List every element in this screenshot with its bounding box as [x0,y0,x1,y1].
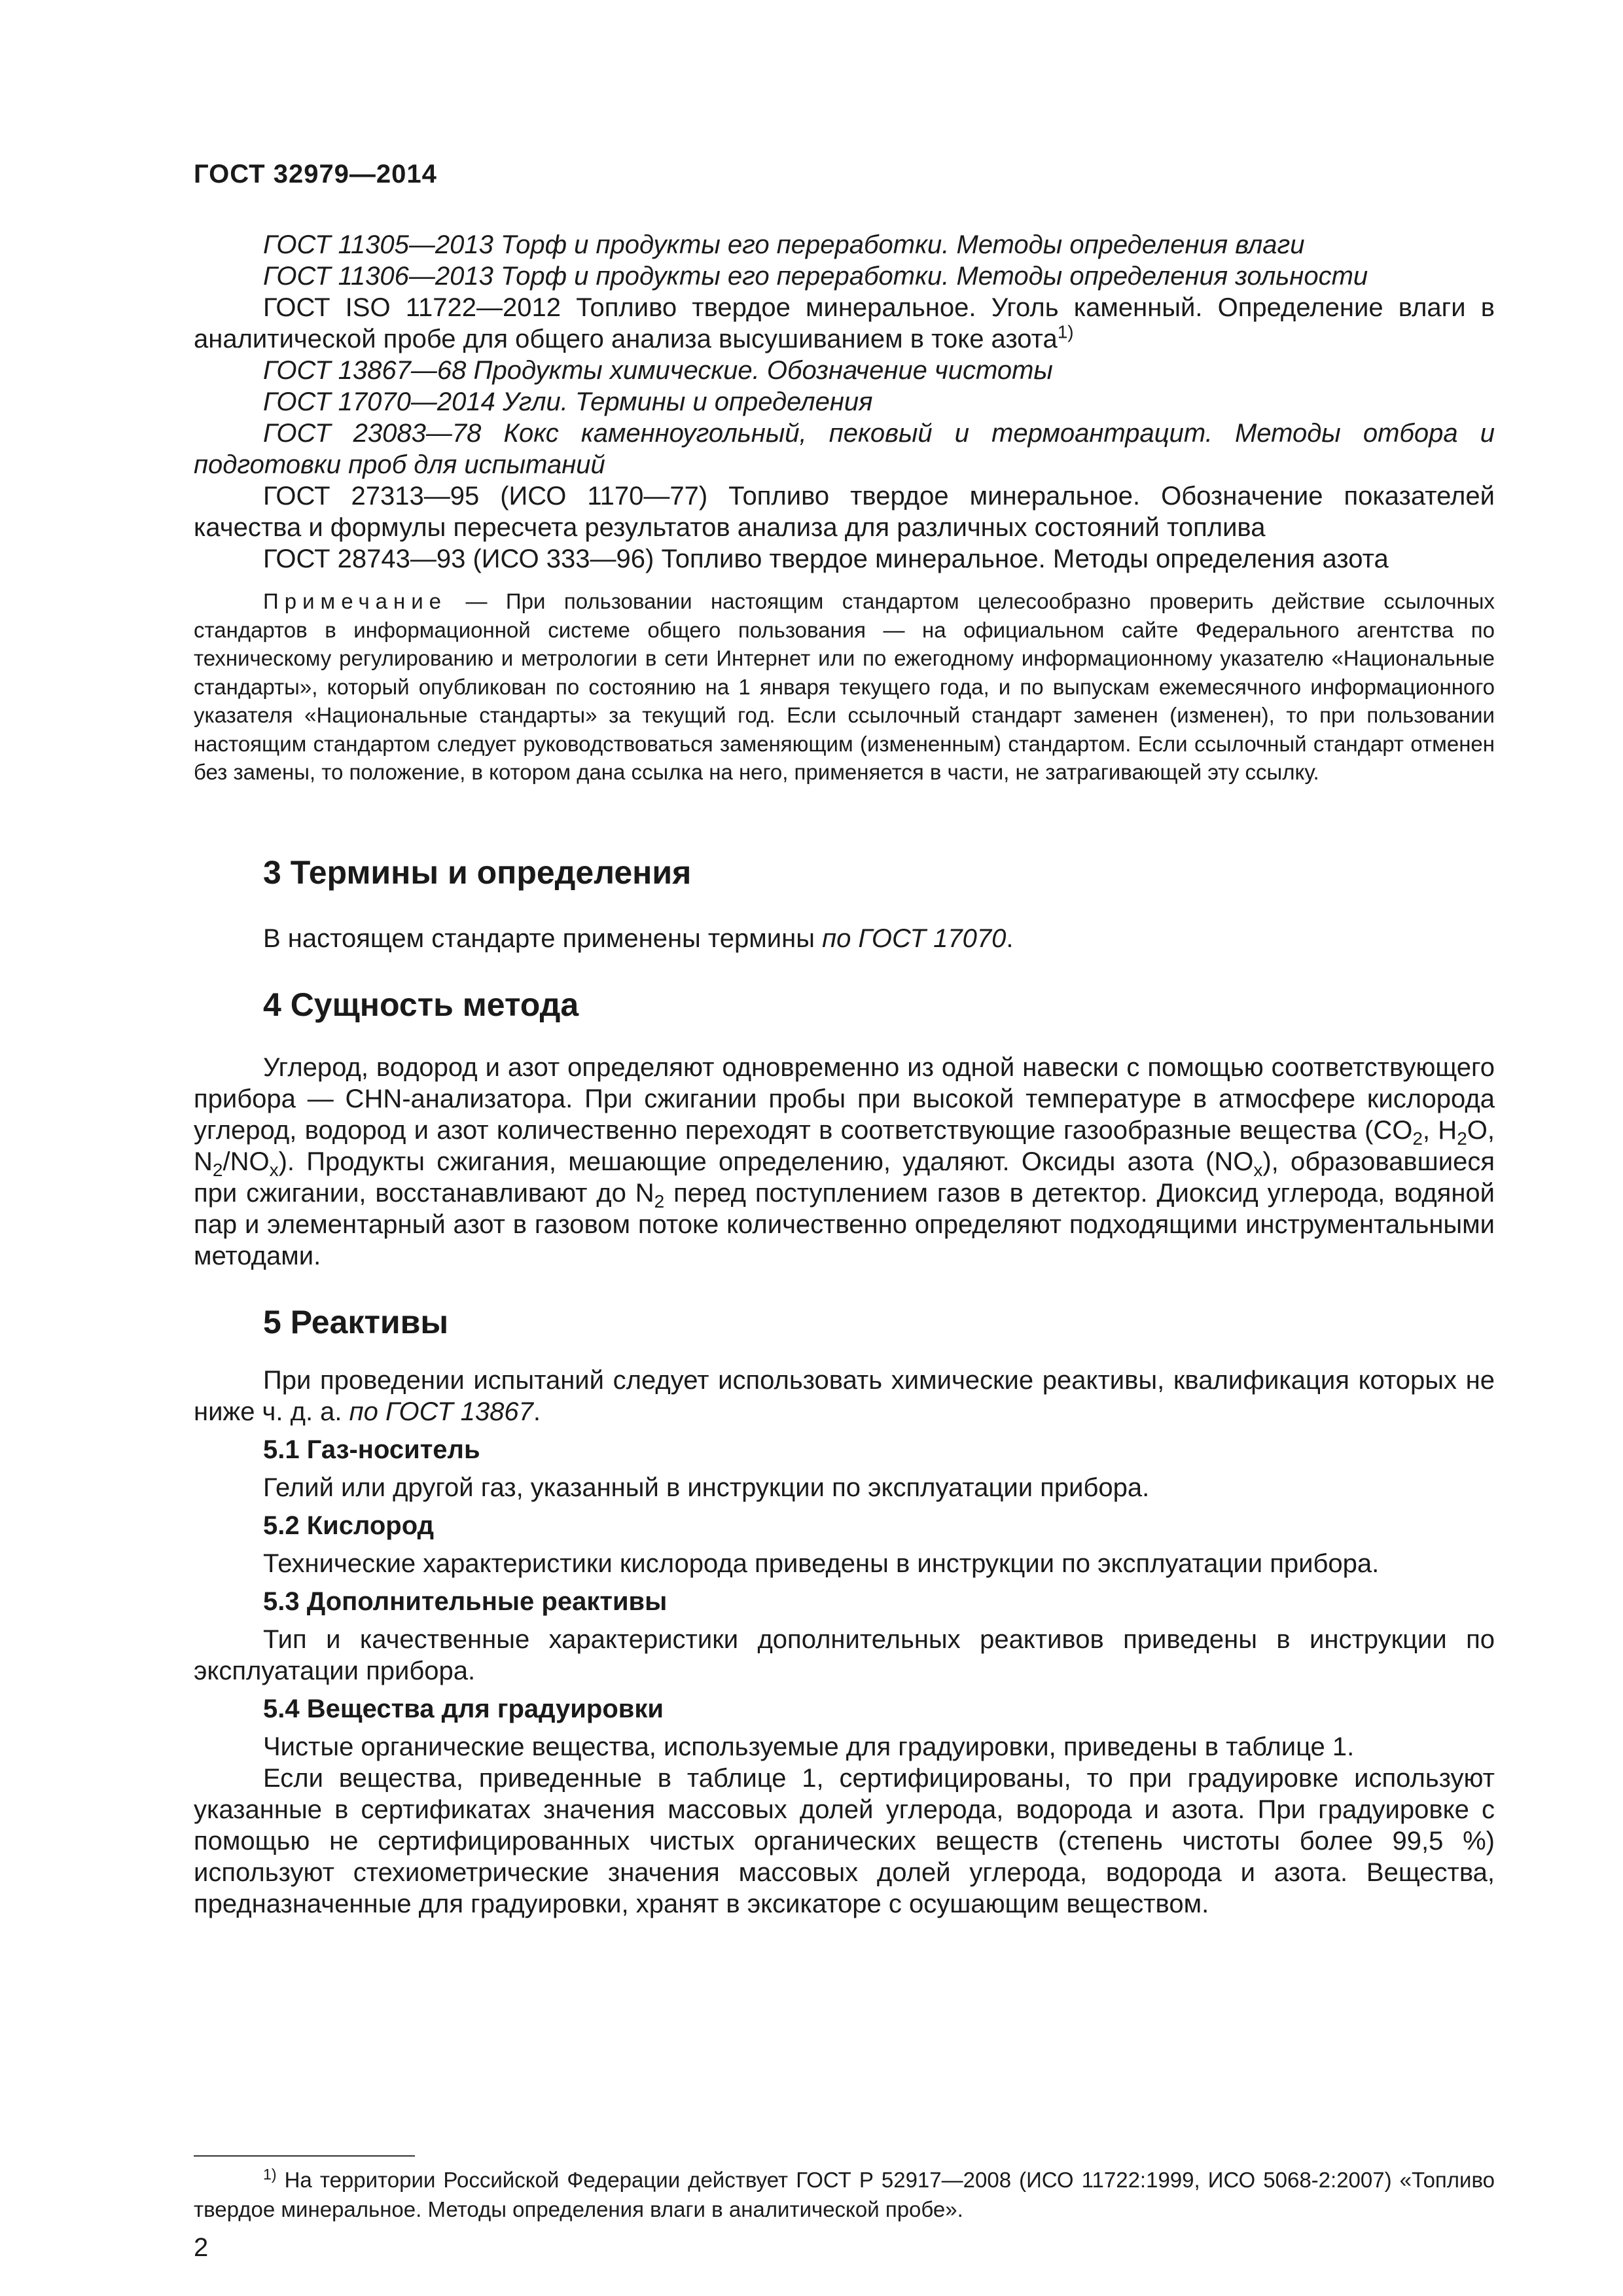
footnote [194,2165,1495,2224]
subsection-5-4-title: 5.4 Вещества для градуировки [263,1695,664,1723]
section-4-text: Углерод, водород и азот определяют одновременно из одной навески с помощью соответствующего прибора — CHN-анализатора. При сжигании пробы при высокой температуре в атмосфере кислорода углерод, водород и азот количественно переходят в соответствующие газообразные вещества ($CO_2$, $H_2O$, $N_2/NO_x$). Продукты сжигания, мешающие определению, удаляют. Оксиды азота $(NO_x)$, образовавшиеся при сжигании, восстанавливают до $N_2$ перед поступлением газов в детектор. Диоксид углерода, водяной пар и элементарный азот в газовом потоке количественно определяют подходящими инструментальными методами. [194,1053,1495,1270]
section-5-intro: При проведении испытаний следует использовать химические реактивы, квалификация которых не ниже ч. д. а. по ГОСТ 13867. [194,1366,1495,1426]
subsection-5-4-text-2: Если вещества, приведенные в таблице 1, сертифицированы, то при градуировке используют указанные в сертификатах значения массовых долей углерода, водорода и азота. При градуировке с помощью не сертифицированных чистых органических веществ (степень чистоты более 99,5 %) используют стехиометрические значения массовых долей углерода, водорода и азота. Вещества, предназначенные для градуировки, хранят в эксикаторе с осушающим веществом. [194,1764,1495,1918]
note-label: Примечание [263,589,448,613]
reference-item: ГОСТ 11305—2013 Торф и продукты его переработки. Методы определения влаги [263,230,1305,259]
note-text: — При пользовании настоящим стандартом целесообразно проверить действие ссылочных стандартов в информационной системе общего пользования — на официальном сайте Федерального агентства по техническому регулированию и метрологии в сети Интернет или по ежегодному информационному указателю «Национальные стандарты», который опубликован по состоянию на 1 января текущего года, и по выпускам ежемесячного информационного указателя «Национальные стандарты» за текущий год. Если ссылочный стандарт заменен (изменен), то при пользовании настоящим стандартом следует руководствоваться заменяющим (измененным) стандартом. Если ссылочный стандарт отменен без замены, то положение, в котором дана ссылка на него, применяется в части, не затрагивающей эту ссылку. [194,589,1495,784]
reference-item: ГОСТ 23083—78 Кокс каменноугольный, пековый и термоантрацит. Методы отбора и подготовки проб для испытаний [194,419,1495,479]
section-4-heading: 4 Сущность метода [263,986,579,1023]
subsection-5-3-title: 5.3 Дополнительные реактивы [263,1587,668,1616]
references-list [194,229,1495,575]
page-number: 2 [194,2233,209,2262]
footnote-text: На территории Российской Федерации действует ГОСТ Р 52917—2008 (ИСО 11722:1999, ИСО 5068-2:2007) «Топливо твердое минеральное. Методы определения влаги в аналитической пробе». [194,2168,1495,2221]
note-block [194,587,1495,787]
reference-item: ГОСТ 17070—2014 Угли. Термины и определения [263,387,873,416]
reference-item: ГОСТ ISO 11722—2012 Топливо твердое минеральное. Уголь каменный. Определение влаги в аналитической пробе для общего анализа высушиванием в токе азота$^{1)}$ [194,293,1495,353]
standard-header: ГОСТ 32979—2014 [194,160,437,188]
section-5-heading: 5 Реактивы [263,1304,449,1340]
reference-item: ГОСТ 28743—93 (ИСО 333—96) Топливо твердое минеральное. Методы определения азота [263,545,1389,573]
subsection-5-2-text: Технические характеристики кислорода приведены в инструкции по эксплуатации прибора. [263,1549,1380,1578]
subsection-5-4-text-1: Чистые органические вещества, используемые для градуировки, приведены в таблице 1. [263,1732,1355,1761]
reference-item: ГОСТ 27313—95 (ИСО 1170—77) Топливо твердое минеральное. Обозначение показателей качества и формулы пересчета результатов анализа для различных состояний топлива [194,482,1495,542]
subsection-5-3-text: Тип и качественные характеристики дополнительных реактивов приведены в инструкции по эксплуатации прибора. [194,1625,1495,1685]
footnote-divider [194,2155,415,2157]
reference-item: ГОСТ 13867—68 Продукты химические. Обозначение чистоты [263,356,1053,385]
footnote-marker: 1) [1057,321,1074,342]
footnote-mark: 1) [263,2166,277,2183]
reference-item: ГОСТ 11306—2013 Торф и продукты его переработки. Методы определения зольности [263,262,1368,291]
subsection-5-1-text: Гелий или другой газ, указанный в инструкции по эксплуатации прибора. [263,1473,1150,1502]
section-3-text: В настоящем стандарте применены термины по ГОСТ 17070. [263,924,1014,953]
subsection-5-1-title: 5.1 Газ-носитель [263,1435,480,1464]
section-3-heading: 3 Термины и определения [263,854,692,891]
section-5-body [194,1365,1495,1920]
subsection-5-2-title: 5.2 Кислород [263,1511,435,1540]
